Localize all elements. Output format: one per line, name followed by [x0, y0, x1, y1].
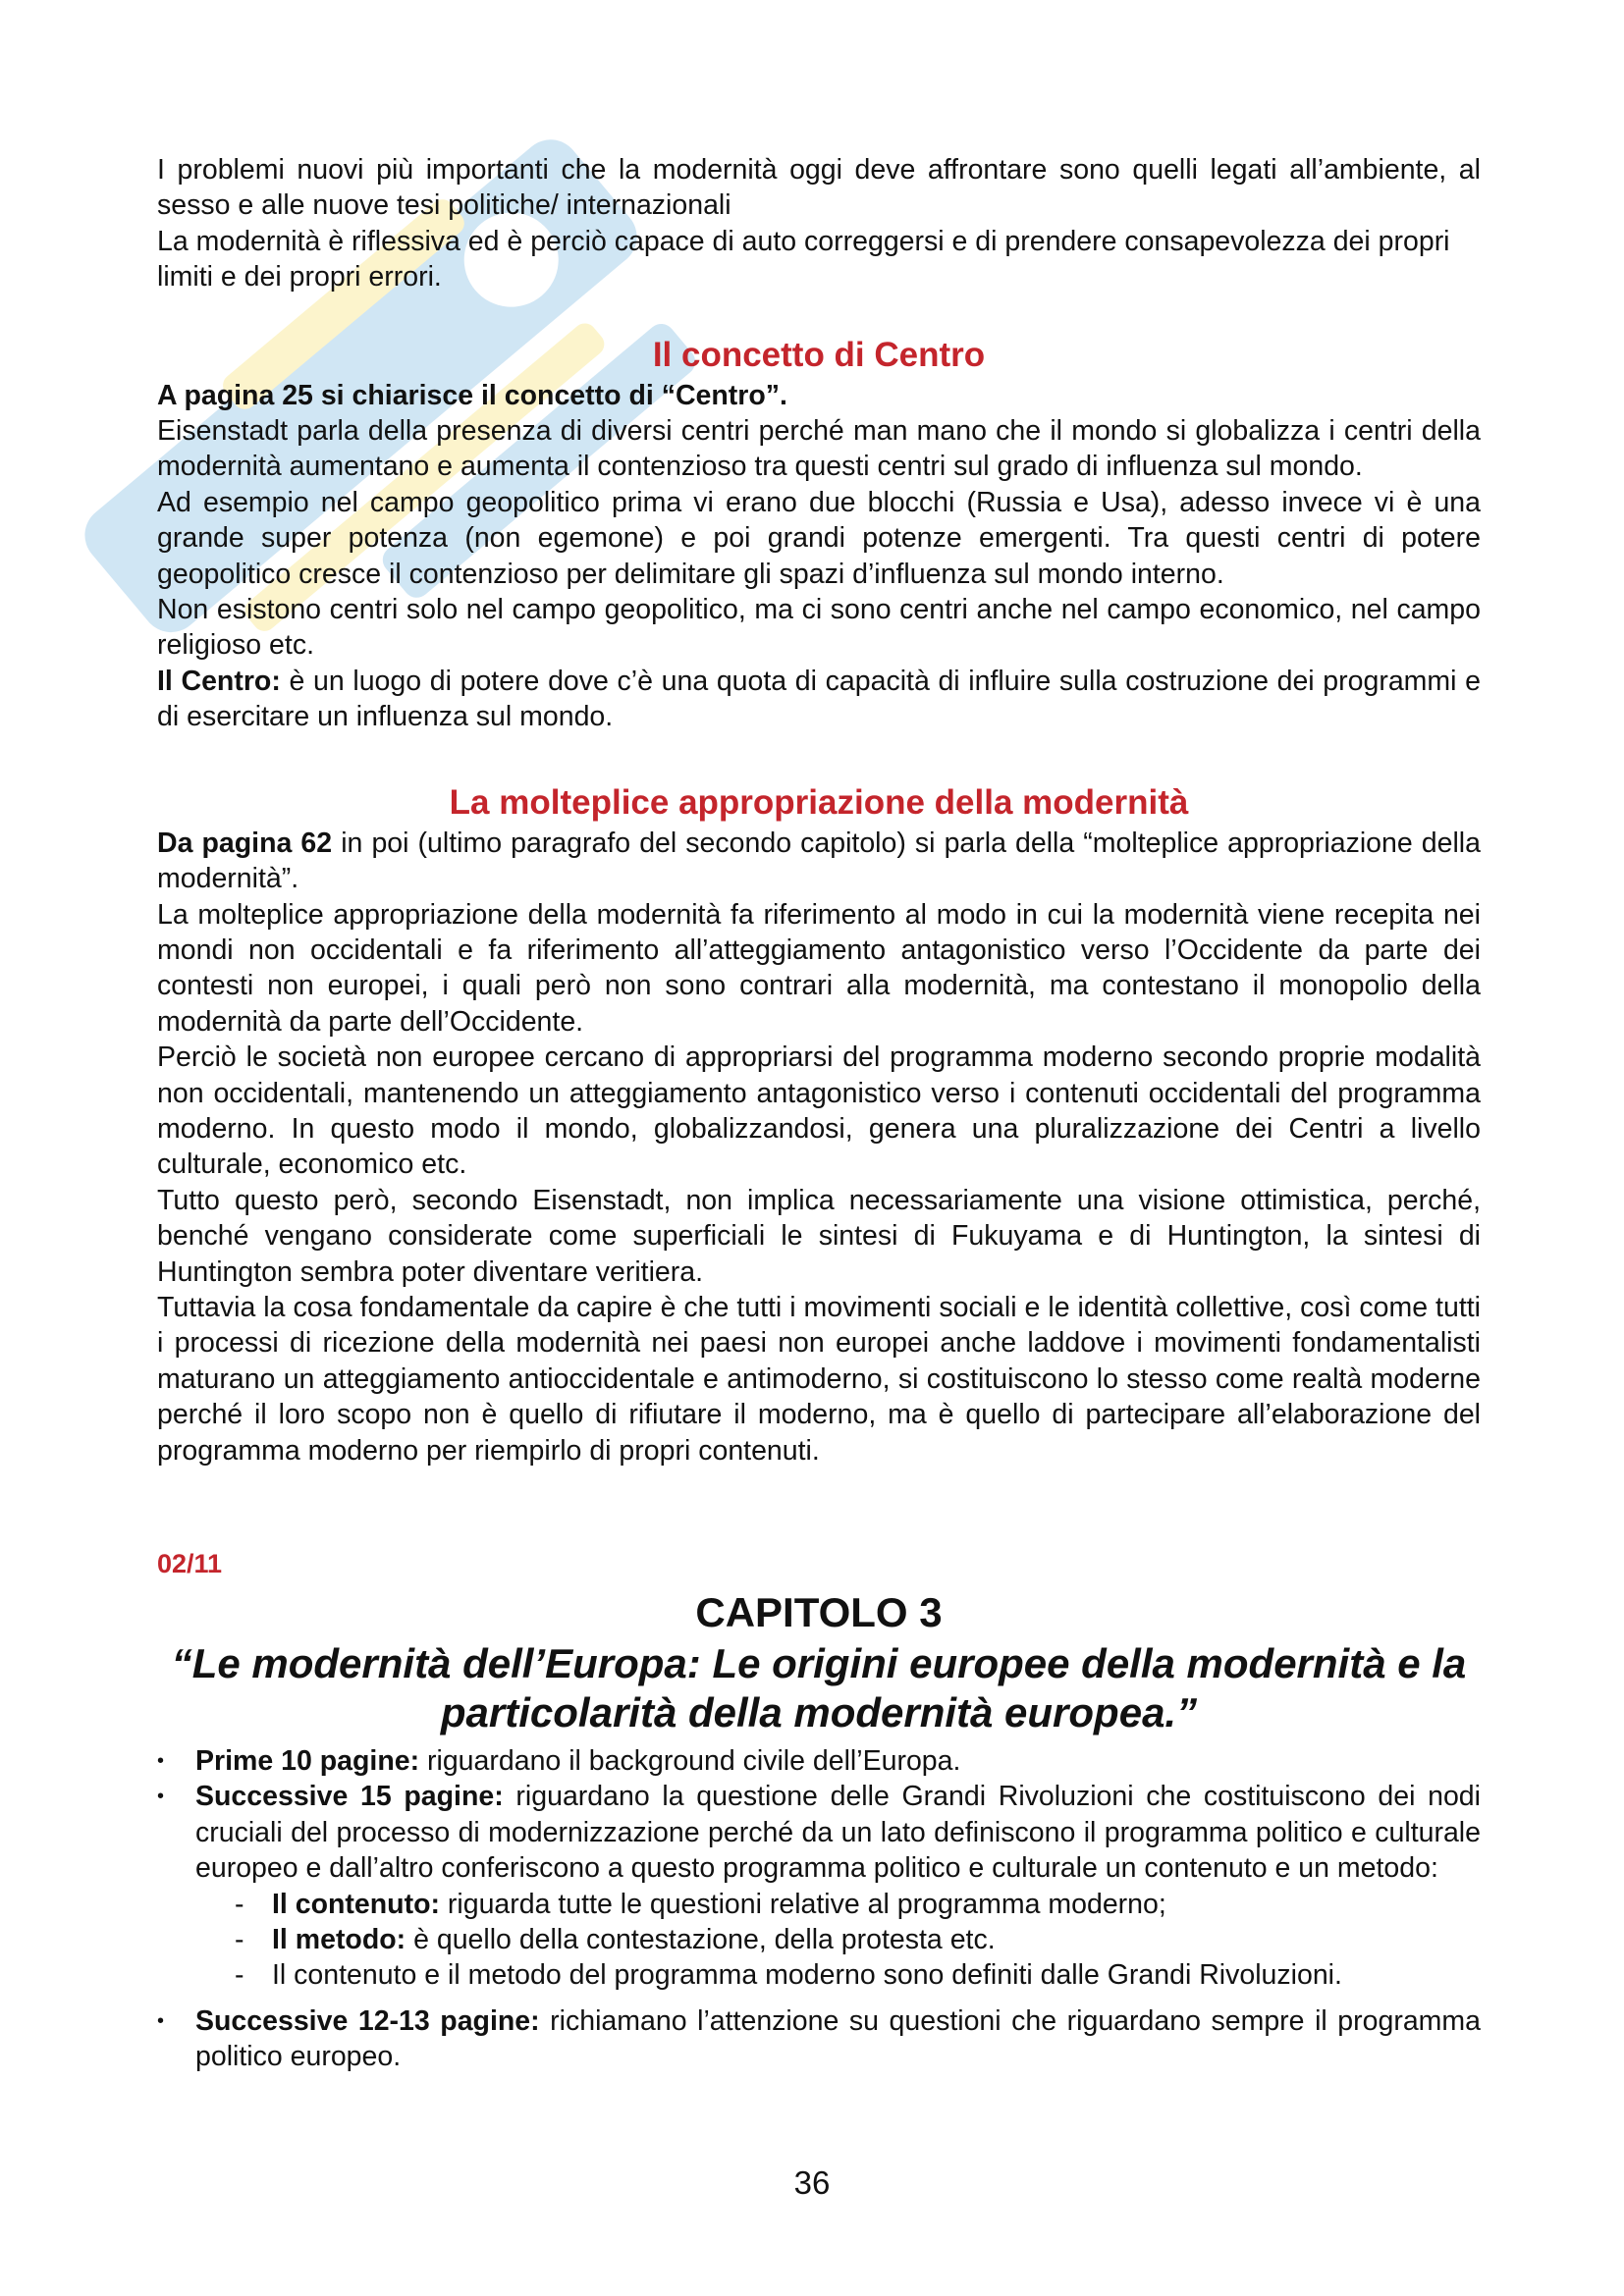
dash-item [235, 1922, 1481, 1957]
intro-paragraph-2: La modernità è riflessiva ed è perciò capace di auto correggersi e di prendere consapevolezza dei propri limiti e dei propri errori. [157, 225, 1450, 294]
bullet-item [157, 2003, 1481, 2075]
chapter-subtitle-line-1: “Le modernità dell’Europa: Le origini europee della modernità e la [171, 1640, 1467, 1686]
centro-lead-text: A pagina 25 si chiarisce il concetto di “Centro”. [157, 379, 787, 411]
dash-term: Il contenuto: [272, 1888, 440, 1920]
bullet-item [157, 1779, 1481, 1993]
molteplice-paragraph-3: Tutto questo però, secondo Eisenstadt, non implica necessariamente una visione ottimistica, perché, benché vengano considerate come superficiali le sintesi di Fukuyama e di Huntington, la sintesi di Huntington sembra poter diventare veritiera. [157, 1184, 1481, 1288]
sub-dash-list [195, 1887, 1481, 1994]
centro-definition-text: è un luogo di potere dove c’è una quota di capacità di influire sulla costruzione dei programmi e di esercitare un influenza sul mondo. [157, 665, 1481, 733]
bullet-item [157, 1743, 1481, 1779]
dash-text: Il contenuto e il metodo del programma moderno sono definiti dalle Grandi Rivoluzioni. [272, 1959, 1342, 1992]
dash-item [235, 1957, 1481, 1993]
chapter-title: CAPITOLO 3 [695, 1589, 943, 1635]
bullet-text: riguardano la questione delle Grandi Rivoluzioni che costituiscono dei nodi cruciali del processo di modernizzazione perché da un lato definiscono il programma politico e culturale europeo e dall’altro conferiscono a questo programma politico e culturale un contenuto e un metodo: [195, 1781, 1481, 1885]
bullet-term: Prime 10 pagine: [195, 1745, 420, 1777]
centro-definition [157, 664, 1481, 735]
dash-text: è quello della contestazione, della protesta etc. [406, 1924, 996, 1956]
heading-concetto-centro: Il concetto di Centro [652, 335, 986, 374]
bullet-term: Successive 12-13 pagine: [195, 2004, 540, 2037]
centro-definition-term: Il Centro: [157, 665, 281, 697]
molteplice-paragraph-1: La molteplice appropriazione della modernità fa riferimento al modo in cui la modernità viene recepita nei mondi non occidentali e fa riferimento all’atteggiamento antagonistico verso l’Occidente da parte dei contesti non europei, i quali però non sono contrari alla modernità, ma contestano il monopolio della modernità da parte dell’Occidente. [157, 898, 1481, 1038]
molteplice-paragraph-4: Tuttavia la cosa fondamentale da capire è che tutti i movimenti sociali e le identità collettive, così come tutti i processi di ricezione della modernità nei paesi non europei anche laddove i movimenti fondamentalisti maturano un atteggiamento antioccidentale e antimoderno, si costituiscono lo stesso come realtà moderne perché il loro scopo non è quello di rifiutare il moderno, ma è quello di partecipare all’elaborazione del programma moderno per riempirlo di propri contenuti. [157, 1291, 1481, 1467]
bullet-term: Successive 15 pagine: [195, 1781, 504, 1813]
centro-paragraph-2: Ad esempio nel campo geopolitico prima vi erano due blocchi (Russia e Usa), adesso invece vi è una grande super potenza (non egemone) e poi grandi potenze emergenti. Tra questi centri di potere geopolitico cresce il contenzioso per delimitare gli spazi d’influenza sul mondo interno. [157, 486, 1481, 590]
chapter-subtitle [157, 1639, 1481, 1737]
molteplice-lead-text: in poi (ultimo paragrafo del secondo capitolo) si parla della “molteplice appropriazione della modernità”. [157, 827, 1481, 895]
heading-molteplice-appropriazione: La molteplice appropriazione della modernità [449, 782, 1189, 822]
dash-term: Il metodo: [272, 1924, 406, 1956]
bullet-text: richiamano l’attenzione su questioni che riguardano sempre il programma politico europeo. [195, 2004, 1481, 2073]
molteplice-lead-bold: Da pagina 62 [157, 827, 333, 859]
chapter-subtitle-line-2: particolarità della modernità europea.” [440, 1689, 1198, 1735]
intro-paragraph-1: I problemi nuovi più importanti che la modernità oggi deve affrontare sono quelli legati all’ambiente, al sesso e alle nuove tesi politiche/ internazionali [157, 154, 1481, 222]
page-number: 36 [793, 2164, 831, 2201]
centro-paragraph-3: Non esistono centri solo nel campo geopolitico, ma ci sono centri anche nel campo economico, nel campo religioso etc. [157, 594, 1481, 662]
bullet-text: riguardano il background civile dell’Europa. [419, 1745, 961, 1777]
dash-item [235, 1887, 1481, 1922]
lesson-date: 02/11 [157, 1549, 223, 1578]
molteplice-paragraph-2: Perciò le società non europee cercano di appropriarsi del programma moderno secondo proprie modalità non occidentali, mantenendo un atteggiamento antagonistico verso i contenuti occidentali del programma moderno. In questo modo il mondo, globalizzandosi, genera una pluralizzazione dei Centri a livello culturale, economico etc. [157, 1041, 1481, 1181]
centro-paragraph-1: Eisenstadt parla della presenza di diversi centri perché man mano che il mondo si globalizza i centri della modernità aumentano e aumenta il contenzioso tra questi centri sul grado di influenza sul mondo. [157, 415, 1481, 483]
molteplice-lead [157, 826, 1481, 897]
centro-lead [157, 378, 1481, 413]
chapter-bullet-list [157, 1743, 1481, 2075]
dash-text: riguarda tutte le questioni relative al programma moderno; [439, 1888, 1166, 1920]
document-body [157, 152, 1481, 2075]
